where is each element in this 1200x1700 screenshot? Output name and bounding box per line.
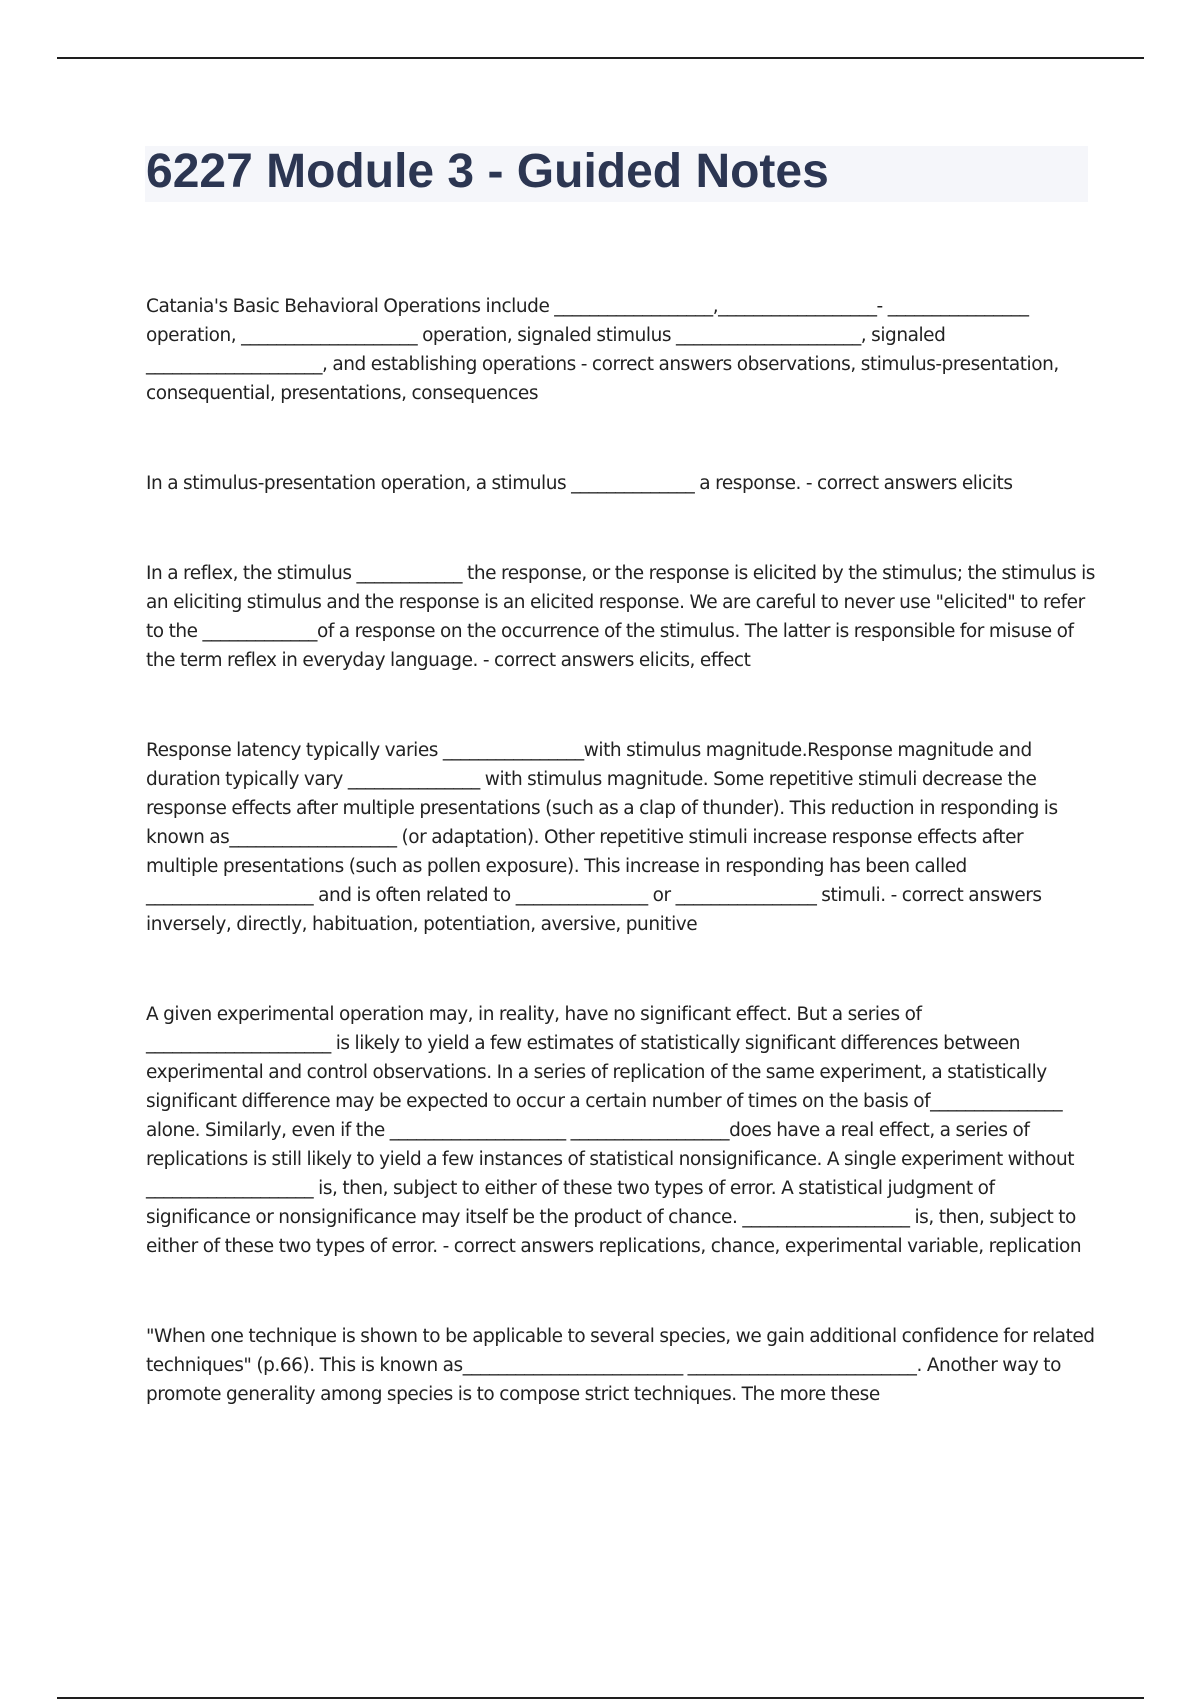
note-paragraph-3: In a reflex, the stimulus ____________ the response, or the response is elicited by the stimulus; the stimulus is an eliciting stimulus and the response is an elicited response. We are careful to never use "elicited" to refer to the _____________of a response on the occurrence of the stimulus. The latter is responsible for misuse of the term reflex in everyday language. - correct answers elicits, effect (146, 563, 1095, 671)
notes-body (146, 292, 1096, 1409)
header-rule (57, 57, 1144, 59)
note-paragraph-5: A given experimental operation may, in reality, have no significant effect. But a series of _____________________ is likely to yield a few estimates of statistically significant differences between experimental and control observations. In a series of replication of the same experiment, a statistically significant difference may be expected to occur a certain number of times on the basis of_______________ alone. Similarly, even if the ____________________ __________________does have a real effect, a series of replications is still likely to yield a few instances of statistical nonsignificance. A single experiment without ___________________ is, then, subject to either of these two types of error. A statistical judgment of significance or nonsignificance may itself be the product of chance. ___________________ is, then, subject to either of these two types of error. - correct answers replications, chance, experimental variable, replication (146, 1004, 1082, 1257)
document-title: 6227 Module 3 - Guided Notes (146, 145, 829, 198)
note-paragraph-1: Catania's Basic Behavioral Operations include __________________,__________________- ________________ operation, ____________________ operation, signaled stimulus _____________________, signaled ____________________, and establishing operations - correct answers observations, stimulus-presentation, consequential, presentations, consequences (146, 296, 1059, 404)
footer-rule (57, 1697, 1144, 1699)
note-paragraph-2: In a stimulus-presentation operation, a stimulus ______________ a response. - correct answers elicits (146, 473, 1013, 494)
note-paragraph-4: Response latency typically varies ________________with stimulus magnitude.Response magnitude and duration typically vary _______________ with stimulus magnitude. Some repetitive stimuli decrease the response effects after multiple presentations (such as a clap of thunder). This reduction in responding is known as___________________ (or adaptation). Other repetitive stimuli increase response effects after multiple presentations (such as pollen exposure). This increase in responding has been called ___________________ and is often related to _______________ or ________________ stimuli. - correct answers inversely, directly, habituation, potentiation, aversive, punitive (146, 740, 1058, 935)
note-paragraph-6: "When one technique is shown to be applicable to several species, we gain additional confidence for related techniques" (p.66). This is known as_________________________ __________________________. Another way to promote generality among species is to compose strict techniques. The more these (146, 1326, 1095, 1405)
